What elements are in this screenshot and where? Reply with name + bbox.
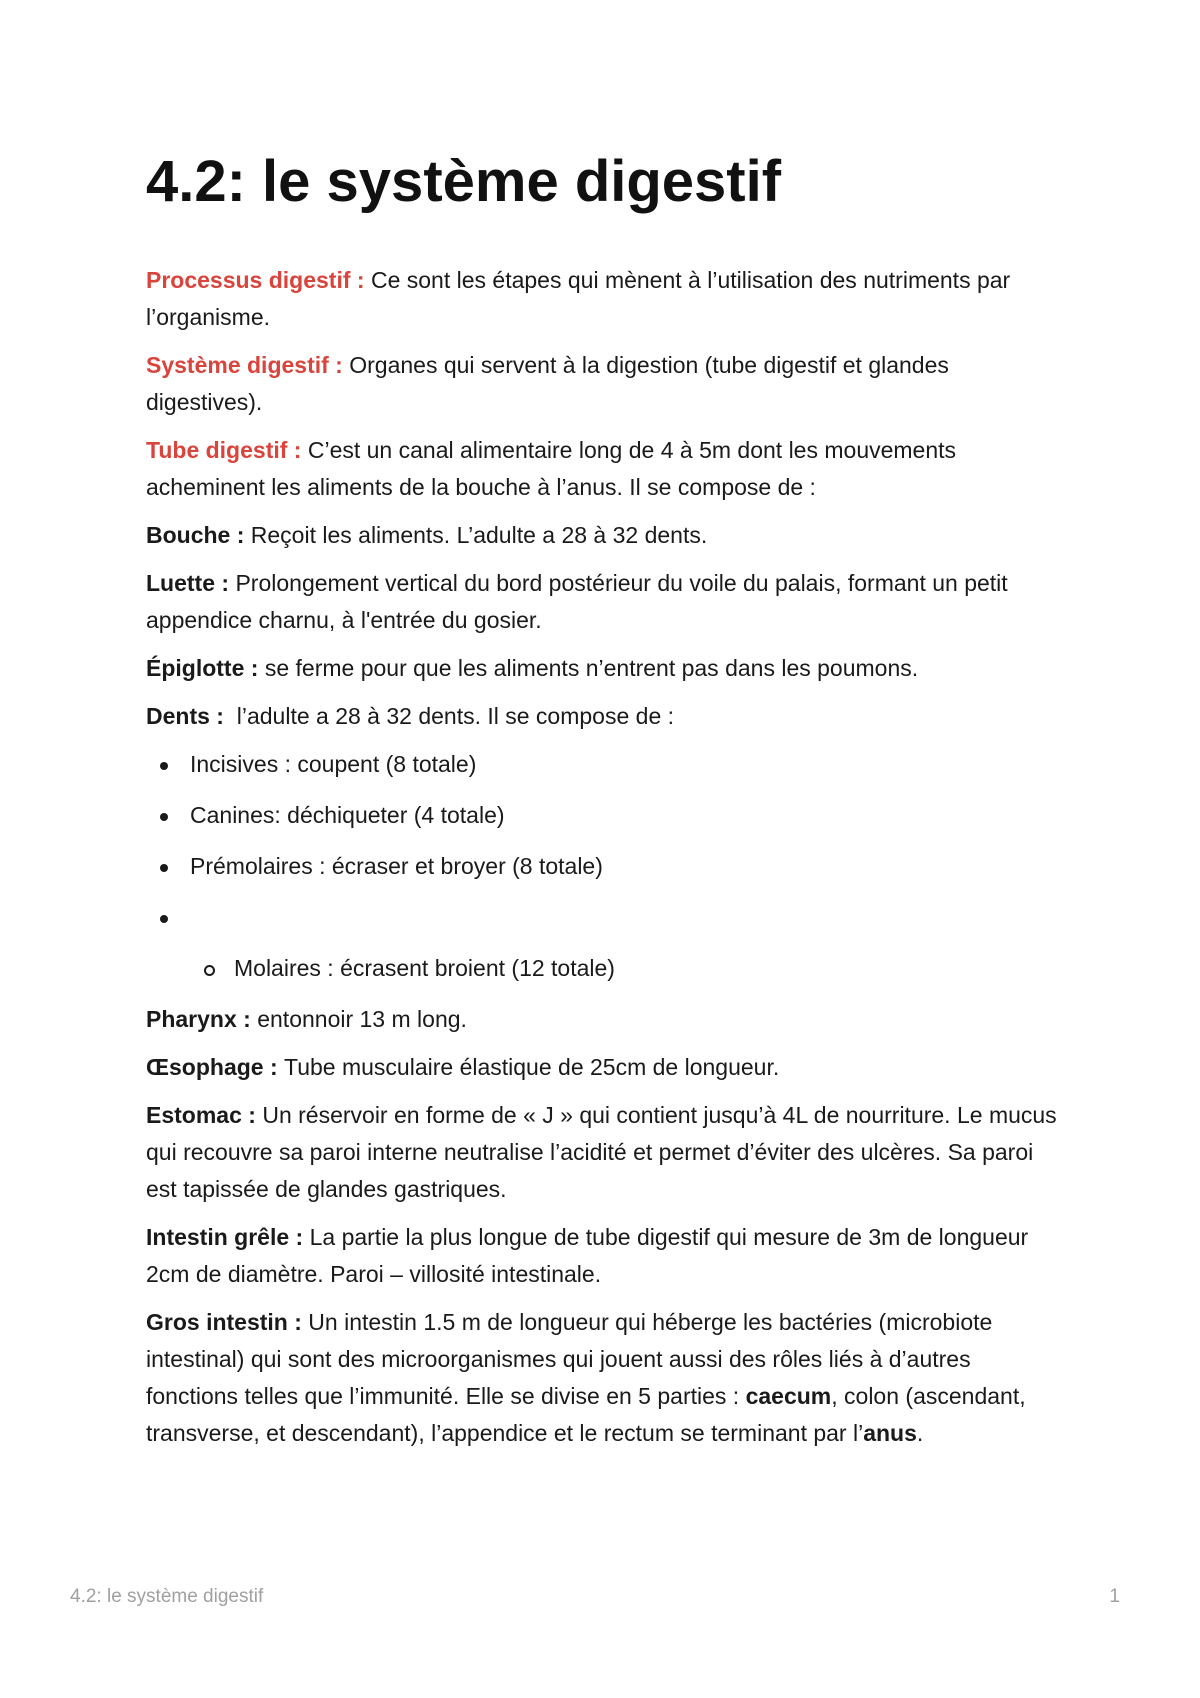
footer-title: 4.2: le système digestif	[70, 1586, 264, 1607]
emphasis-caecum: caecum	[745, 1382, 832, 1409]
definition-text: La partie la plus longue de tube digestif qui mesure de 3m de longueur 2cm de diamètre. Paroi – villosité intestinale.	[146, 1223, 1029, 1287]
filled-disc-bullet-icon	[160, 864, 168, 872]
definition-text: Organes qui servent à la digestion (tube digestif et glandes digestives).	[146, 351, 949, 415]
definition-text: .	[916, 1419, 924, 1446]
definition-text: Reçoit les aliments. L’adulte a 28 à 32 dents.	[250, 521, 708, 548]
list-item-text: Molaires : écrasent broient (12 totale)	[234, 954, 615, 981]
definition-text: Un réservoir en forme de « J » qui contient jusqu’à 4L de nourriture. Le mucus qui recouvre sa paroi interne neutralise l’acidité et permet d’éviter des ulcères. Sa paroi est tapissée de glandes gastriques.	[146, 1101, 1057, 1202]
definition-systeme	[146, 347, 1066, 421]
list-item	[146, 797, 1066, 834]
term-label: Estomac :	[146, 1101, 263, 1128]
definition-epiglotte	[146, 650, 1066, 687]
term-label: Luette :	[146, 569, 236, 596]
definition-estomac	[146, 1097, 1066, 1208]
definition-text: Un intestin 1.5 m de longueur qui héberge les bactéries (microbiote intestinal) qui sont des microorganismes qui jouent aussi des rôles liés à d’autres fonctions telles que l’immunité. Elle se divise en 5 parties :	[146, 1308, 993, 1409]
definition-pharynx	[146, 1001, 1066, 1038]
definition-gros-intestin	[146, 1304, 1066, 1452]
filled-disc-bullet-icon	[160, 915, 168, 923]
term-label: Intestin grêle :	[146, 1223, 310, 1250]
teeth-list	[146, 746, 1066, 987]
definition-text: C’est un canal alimentaire long de 4 à 5m dont les mouvements acheminent les aliments de la bouche à l’anus. Il se compose de :	[146, 436, 957, 500]
list-item-text: Prémolaires : écraser et broyer (8 totale)	[190, 852, 603, 879]
teeth-sublist	[190, 950, 1066, 987]
definition-text: , colon (ascendant, transverse, et descendant), l’appendice et le rectum se terminant par l’	[146, 1382, 1026, 1446]
definition-bouche	[146, 517, 1066, 554]
list-item-text: Canines: déchiqueter (4 totale)	[190, 801, 505, 828]
filled-disc-bullet-icon	[160, 762, 168, 770]
term-label: Processus digestif :	[146, 266, 371, 293]
term-label: Dents :	[146, 702, 231, 729]
page-title: 4.2: le système digestif	[146, 149, 782, 214]
definition-text: Tube musculaire élastique de 25cm de longueur.	[284, 1053, 780, 1080]
definition-dents	[146, 698, 1066, 735]
definition-intestin-grele	[146, 1219, 1066, 1293]
term-label: Épiglotte :	[146, 654, 265, 681]
sublist-item	[190, 950, 1066, 987]
list-item	[146, 746, 1066, 783]
definition-luette	[146, 565, 1066, 639]
definition-text: entonnoir 13 m long.	[257, 1005, 467, 1032]
definition-text: se ferme pour que les aliments n’entrent pas dans les poumons.	[264, 654, 919, 681]
definition-processus	[146, 262, 1066, 336]
definition-oesophage	[146, 1049, 1066, 1086]
definition-text: Ce sont les étapes qui mènent à l’utilisation des nutriments par l’organisme.	[146, 266, 1011, 330]
list-item	[146, 899, 1066, 987]
term-label: Tube digestif :	[146, 436, 308, 463]
list-item-text: Incisives : coupent (8 totale)	[190, 750, 477, 777]
emphasis-anus: anus	[863, 1419, 917, 1446]
term-label: Gros intestin :	[146, 1308, 309, 1335]
filled-disc-bullet-icon	[160, 813, 168, 821]
document-body	[146, 262, 1066, 1452]
term-label: Pharynx :	[146, 1005, 258, 1032]
document-page	[146, 150, 1066, 1463]
hollow-circle-bullet-icon	[204, 965, 215, 976]
definition-text: l’adulte a 28 à 32 dents. Il se compose de :	[230, 702, 675, 729]
definition-text: Prolongement vertical du bord postérieur du voile du palais, formant un petit appendice charnu, à l'entrée du gosier.	[146, 569, 1008, 633]
definition-tube	[146, 432, 1066, 506]
page-number: 1	[1109, 1586, 1120, 1607]
list-item	[146, 848, 1066, 885]
term-label: Œsophage :	[146, 1053, 285, 1080]
term-label: Système digestif :	[146, 351, 350, 378]
term-label: Bouche :	[146, 521, 251, 548]
